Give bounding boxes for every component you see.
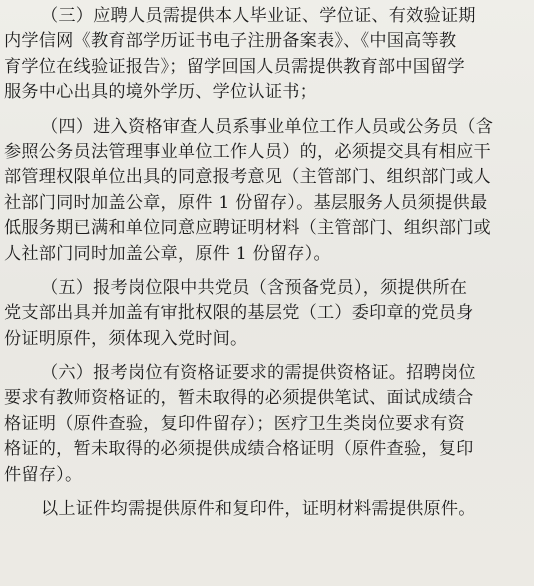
paragraph-gap xyxy=(4,106,524,115)
text-line: 育学位在线验证报告》；留学回国人员需提供教育部中国留学 xyxy=(4,56,465,77)
text-line: 参照公务员法管理事业单位工作人员）的，必须提交具有相应干 xyxy=(4,141,491,162)
paragraph-4 xyxy=(4,115,524,267)
paragraph-gap xyxy=(4,488,524,497)
text-line: 服务中心出具的境外学历、学位认证书； xyxy=(4,82,317,103)
text-line: （六）报考岗位有资格证要求的需提供资格证。招聘岗位 xyxy=(41,363,476,384)
text-line: 以上证件均需提供原件和复印件，证明材料需提供原件。 xyxy=(41,499,476,520)
text-line: 人社部门同时加盖公章，原件 1 份留存）。 xyxy=(4,243,331,264)
text-line: 内学信网《教育部学历证书电子注册备案表》、《中国高等教 xyxy=(4,31,457,52)
text-line: 格证的，暂未取得的必须提供成绩合格证明（原件查验，复印 xyxy=(4,439,474,460)
text-line: （三）应聘人员需提供本人毕业证、学位证、有效验证期 xyxy=(41,6,476,26)
text-line: 部管理权限单位出具的同意报考意见（主管部门、组织部门或人 xyxy=(4,167,491,188)
text-line: 低服务期已满和单位同意应聘证明材料（主管部门、组织部门或 xyxy=(4,218,491,239)
text-line: 党支部出具并加盖有审批权限的基层党（工）委印章的党员身 xyxy=(4,303,474,324)
text-line: 社部门同时加盖公章，原件 1 份留存）。基层服务人员须提供最 xyxy=(4,192,488,213)
text-line: 要求有教师资格证的，暂未取得的必须提供笔试、面试成绩合 xyxy=(4,388,474,409)
paragraph-6 xyxy=(4,361,524,488)
text-line: 件留存）。 xyxy=(4,464,83,485)
text-line: （四）进入资格审查人员系事业单位工作人员或公务员（含 xyxy=(41,116,494,137)
paragraph-5 xyxy=(4,276,524,352)
text-line: 格证明（原件查验，复印件留存）；医疗卫生类岗位要求有资 xyxy=(4,413,465,434)
text-line: （五）报考岗位限中共党员（含预备党员），须提供所在 xyxy=(41,277,468,298)
paragraph-gap xyxy=(4,352,524,361)
paragraph-gap xyxy=(4,267,524,276)
paragraph-7 xyxy=(4,497,524,522)
paragraph-3 xyxy=(4,4,524,106)
text-line: 份证明原件，须体现入党时间。 xyxy=(4,328,248,349)
